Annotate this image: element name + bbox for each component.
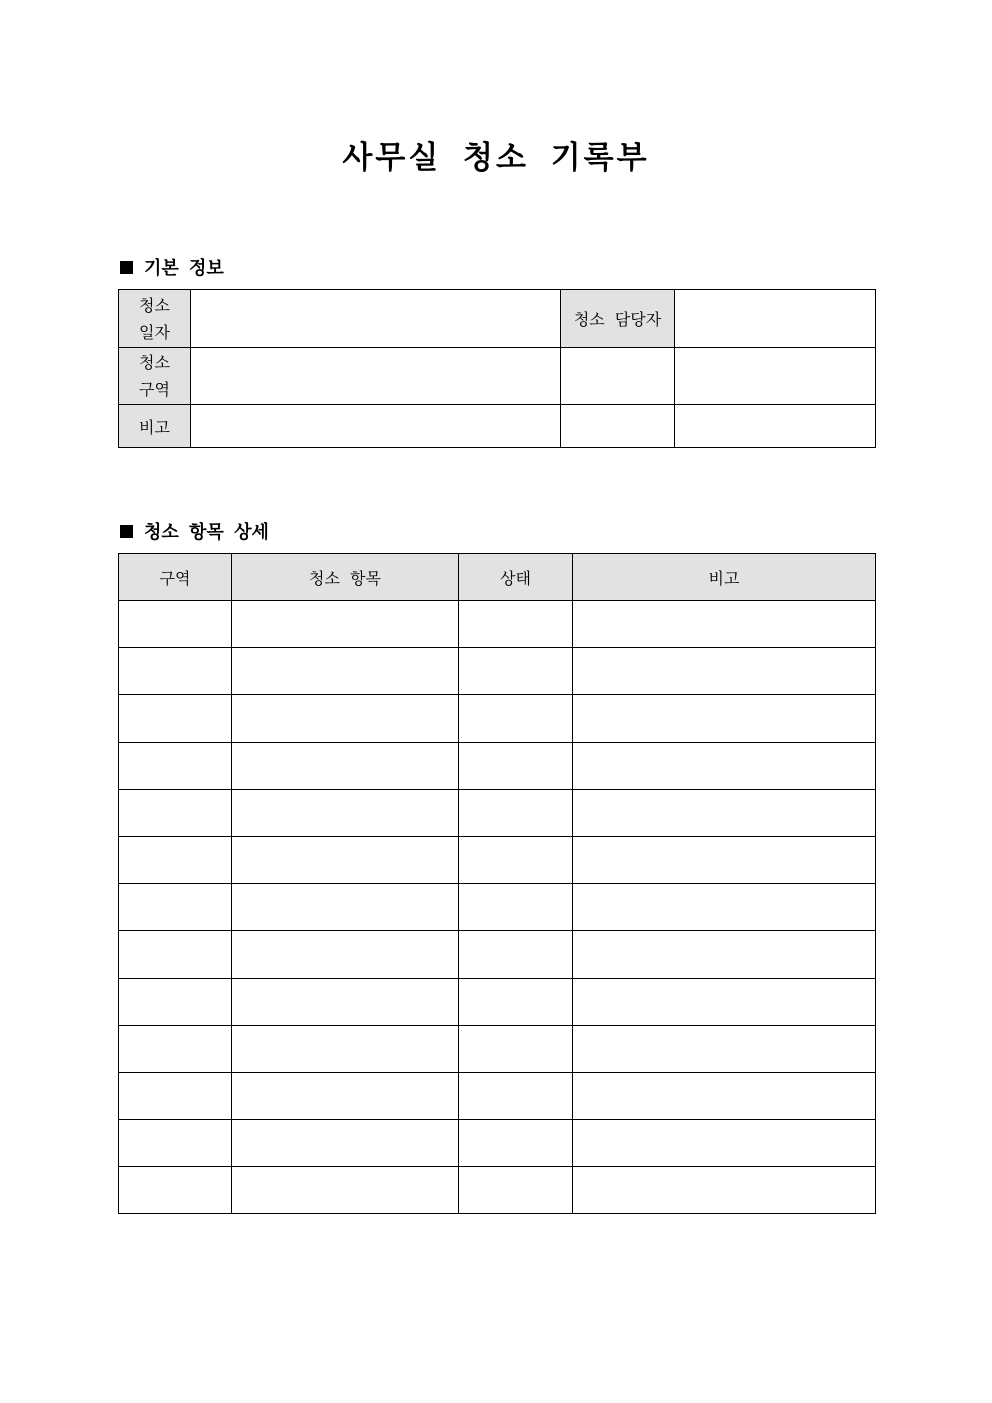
status-cell[interactable] [459,931,573,978]
area-cell[interactable] [119,695,232,742]
item-cell[interactable] [232,884,459,931]
item-cell[interactable] [232,1025,459,1072]
label-cleaning-area [119,348,191,405]
empty-cell[interactable] [675,348,876,405]
status-cell[interactable] [459,601,573,648]
remarks-cell[interactable] [573,931,876,978]
item-cell[interactable] [232,1167,459,1214]
empty-cell[interactable] [561,405,675,448]
status-cell[interactable] [459,742,573,789]
table-row [119,1167,876,1214]
area-cell[interactable] [119,931,232,978]
label-line: 구역 [139,380,170,399]
area-cell[interactable] [119,1120,232,1167]
status-cell[interactable] [459,1072,573,1119]
remarks-cell[interactable] [573,648,876,695]
remarks-cell[interactable] [573,1167,876,1214]
remarks-cell[interactable] [573,1072,876,1119]
table-row [119,601,876,648]
item-cell[interactable] [232,1120,459,1167]
status-cell[interactable] [459,978,573,1025]
item-cell[interactable] [232,789,459,836]
table-row [119,836,876,883]
cleaning-date-field[interactable] [191,290,561,348]
section-heading-details [120,518,269,544]
item-cell[interactable] [232,742,459,789]
column-header-status: 상태 [459,554,573,601]
area-cell[interactable] [119,1072,232,1119]
status-cell[interactable] [459,1120,573,1167]
basic-info-table [118,289,876,448]
item-cell[interactable] [232,836,459,883]
item-cell[interactable] [232,1072,459,1119]
area-cell[interactable] [119,648,232,695]
area-cell[interactable] [119,1167,232,1214]
black-square-icon [120,525,133,538]
cleaning-area-field[interactable] [191,348,561,405]
remarks-cell[interactable] [573,884,876,931]
table-row [119,348,876,405]
column-header-remarks: 비고 [573,554,876,601]
item-cell[interactable] [232,695,459,742]
status-cell[interactable] [459,1167,573,1214]
empty-cell[interactable] [561,348,675,405]
remarks-cell[interactable] [573,789,876,836]
empty-cell[interactable] [675,405,876,448]
area-cell[interactable] [119,884,232,931]
label-line: 청소 [139,353,170,372]
table-row [119,931,876,978]
page-title: 사무실 청소 기록부 [342,140,650,176]
label-line: 일자 [139,322,170,342]
column-header-item: 청소 항목 [232,554,459,601]
item-cell[interactable] [232,978,459,1025]
table-row [119,978,876,1025]
area-cell[interactable] [119,1025,232,1072]
black-square-icon [120,261,133,274]
area-cell[interactable] [119,978,232,1025]
remarks-cell[interactable] [573,836,876,883]
section-heading-label: 청소 항목 상세 [144,522,269,543]
area-cell[interactable] [119,601,232,648]
area-cell[interactable] [119,789,232,836]
section-heading-basic-info [120,254,224,280]
status-cell[interactable] [459,695,573,742]
remarks-cell[interactable] [573,601,876,648]
table-row [119,1072,876,1119]
status-cell[interactable] [459,836,573,883]
cleaner-field[interactable] [675,290,876,348]
table-row [119,695,876,742]
table-row [119,742,876,789]
remarks-cell[interactable] [573,695,876,742]
area-cell[interactable] [119,742,232,789]
label-line: 청소 [139,295,170,315]
table-row [119,290,876,348]
remarks-cell[interactable] [573,742,876,789]
table-row [119,789,876,836]
area-cell[interactable] [119,836,232,883]
section-heading-label: 기본 정보 [144,258,224,279]
table-row [119,1025,876,1072]
remarks-cell[interactable] [573,1120,876,1167]
status-cell[interactable] [459,648,573,695]
item-cell[interactable] [232,648,459,695]
status-cell[interactable] [459,789,573,836]
remarks-field[interactable] [191,405,561,448]
item-cell[interactable] [232,601,459,648]
cleaning-details-table [118,553,876,1214]
table-row [119,1120,876,1167]
remarks-cell[interactable] [573,1025,876,1072]
label-cleaner: 청소 담당자 [561,290,675,348]
item-cell[interactable] [232,931,459,978]
table-header-row [119,554,876,601]
label-cleaning-date [119,290,191,348]
label-remarks: 비고 [119,405,191,448]
remarks-cell[interactable] [573,978,876,1025]
column-header-area: 구역 [119,554,232,601]
status-cell[interactable] [459,884,573,931]
table-row [119,405,876,448]
table-row [119,884,876,931]
status-cell[interactable] [459,1025,573,1072]
table-row [119,648,876,695]
